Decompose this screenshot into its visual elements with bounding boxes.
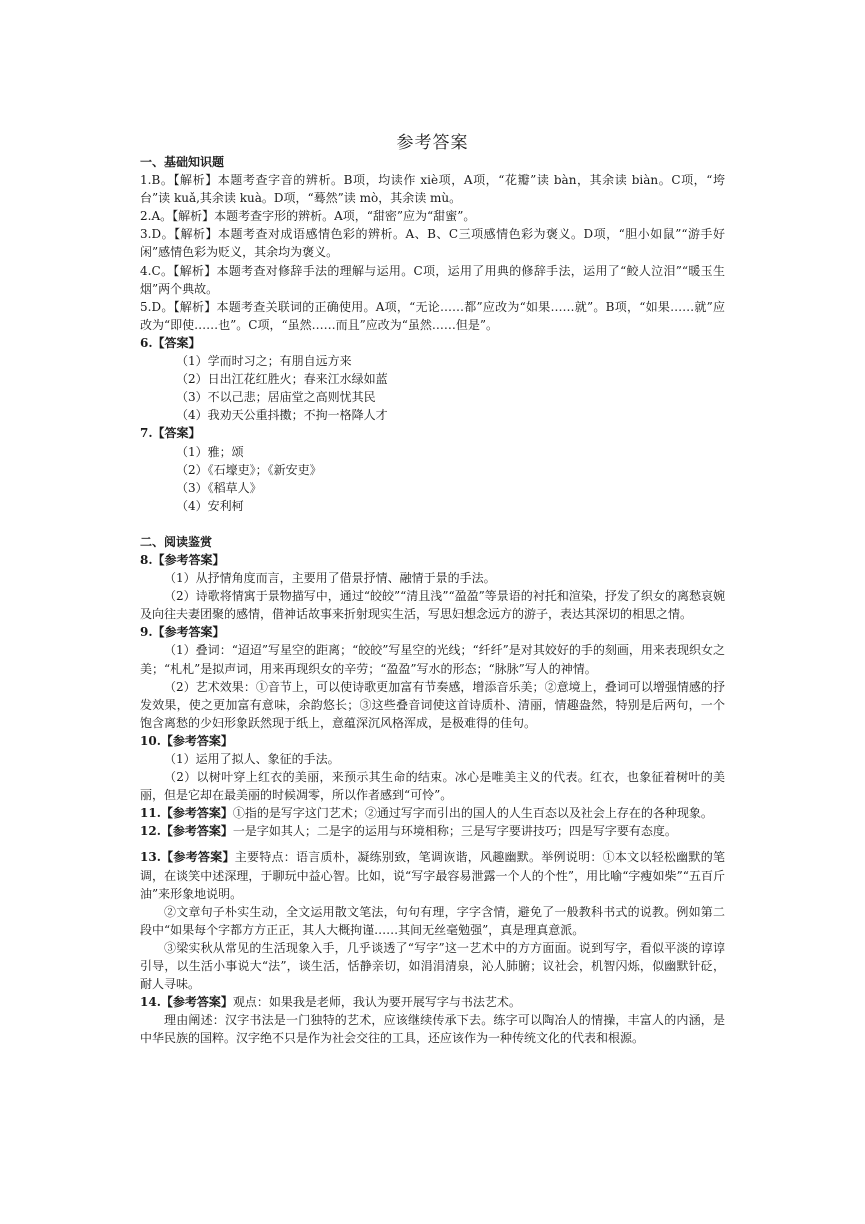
section-heading-reading: 二、阅读鉴赏 <box>140 534 213 549</box>
section-heading-basics: 一、基础知识题 <box>140 155 225 169</box>
answer-q6-item: （4）我劝天公重抖擞；不拘一格降人才 <box>176 408 388 423</box>
answer-q9-heading: 9.【参考答案】 <box>140 625 225 640</box>
answer-q12-label: 12.【参考答案】 <box>140 824 233 839</box>
answer-q14-label: 14.【参考答案】 <box>140 995 233 1010</box>
answer-q13-text: 主要特点：语言质朴，凝练别致，笔调诙谐，风趣幽默。举例说明：①本文以轻松幽默的笔调，在谈笑中述深理，于聊玩中益心智。比如，说“写字最容易泄露一个人的个性”，用比喻“字瘦如柴”“五百斤油”来形象地说明。 <box>140 850 725 901</box>
answer-q10-paragraph: （1）运用了拟人、象征的手法。 <box>164 752 340 766</box>
answer-q14-text: 观点：如果我是老师，我认为要开展写字与书法艺术。 <box>232 995 521 1010</box>
answer-q14-paragraph: 理由阐述：汉字书法是一门独特的艺术，应该继续传承下去。练字可以陶冶人的情操，丰富人的内涵，是中华民族的国粹。汉字绝不只是作为社会交往的工具，还应该作为一种传统文化的代表和根源。 <box>140 1013 725 1046</box>
answer-q6-item: （1）学而时习之；有朋自远方来 <box>176 354 352 369</box>
answer-q12-text: 一是字如其人；二是字的运用与环境相称；三是写字要讲技巧；四是写字要有态度。 <box>232 824 677 839</box>
answer-q11-text: ①指的是写字这门艺术；②通过写字而引出的国人的人生百态以及社会上存在的各种现象。 <box>232 806 713 821</box>
answer-q14 <box>140 993 725 1011</box>
answer-q6-item: （2）日出江花红胜火；春来江水绿如蓝 <box>176 372 388 387</box>
answer-q10-paragraph: （2）以树叶穿上红衣的美丽，来预示其生命的结束。冰心是唯美主义的代表。红衣，也象征着树叶的美丽，但是它却在最美丽的时候凋零，所以作者感到“可怜”。 <box>140 770 725 803</box>
answer-q13-paragraph: ③梁实秋从常见的生活现象入手，几乎谈透了“写字”这一艺术中的方方面面。说到写字，看似平淡的谆谆引导，以生活小事说大“法”，谈生活，恬静亲切，如涓涓清泉，沁人肺腑；议社会，机智闪烁，似幽默针砭，耐人寻味。 <box>140 940 725 992</box>
answer-q7-item: （1）雅；颂 <box>176 444 244 459</box>
answer-q11-label: 11.【参考答案】 <box>140 806 233 821</box>
answer-q13 <box>140 848 725 902</box>
answer-q8-heading: 8.【参考答案】 <box>140 552 225 567</box>
answer-q10-heading: 10.【参考答案】 <box>140 733 233 748</box>
answer-q5: 5.D。【解析】本题考查关联词的正确使用。A项，“无论……都”应改为“如果……就”。B项，“如果……就”应改为“即使……也”。C项，“虽然……而且”应改为“虽然……但是”。 <box>140 299 725 332</box>
answer-q4: 4.C。【解析】本题考查对修辞手法的理解与运用。C项，运用了用典的修辞手法，运用了“鲛人泣泪”“暖玉生烟”两个典故。 <box>140 263 725 296</box>
answer-q13-paragraph: ②文章句子朴实生动，全文运用散文笔法，句句有理，字字含情，避免了一般教科书式的说教。例如第二段中“如果每个字都方方正正，其人大概拘谨……其间无丝毫勉强”，真是理真意派。 <box>140 904 725 937</box>
answer-q12 <box>140 822 725 840</box>
answer-q2: 2.A。【解析】本题考查字形的辨析。A项，“甜密”应为“甜蜜”。 <box>140 209 476 224</box>
answer-q8-paragraph: （2）诗歌将情寓于景物描写中，通过“皎皎”“清且浅”“盈盈”等景语的衬托和渲染，抒发了织女的离愁哀婉及向往夫妻团聚的感情，借神话故事来折射现实生活，写思妇想念远方的游子，表达其深切的相思之情。 <box>140 589 725 622</box>
answer-q13-label: 13.【参考答案】 <box>140 850 235 865</box>
answer-q6-item: （3）不以己悲；居庙堂之高则忧其民 <box>176 390 376 405</box>
answer-q11 <box>140 804 725 822</box>
answer-q9-paragraph: （1）叠词：“迢迢”写星空的距离；“皎皎”写星空的光线；“纤纤”是对其姣好的手的刻画，用来表现织女之美；“札札”是拟声词，用来再现织女的辛劳；“盈盈”写水的形态；“脉脉”写人的神情。 <box>140 643 725 676</box>
answer-q6-heading: 6.【答案】 <box>140 335 201 350</box>
answer-q9-paragraph: （2）艺术效果：①音节上，可以使诗歌更加富有节奏感，增添音乐美；②意境上，叠词可以增强情感的抒发效果，使之更加富有意味，余韵悠长；③这些叠音词使这首诗质朴、清丽，情趣盎然，特别是后两句，一个饱含离愁的少妇形象跃然现于纸上，意蕴深沉风格浑成，是极难得的佳句。 <box>140 679 725 730</box>
answer-q7-item: （3）《稻草人》 <box>176 480 262 495</box>
answer-q1: 1.B。【解析】本题考查字音的辨析。B项，均读作 xiè项，A项，“花瓣”读 bàn，其余读 biàn。C项，“垮台”读 kuǎ,其余读 kuà。D项，“蓦然”读 mò，其余读 mù。 <box>140 173 725 206</box>
answer-q7-item: （2）《石壕吏》；《新安吏》 <box>176 462 322 477</box>
answer-q7-heading: 7.【答案】 <box>140 426 201 441</box>
answer-q3: 3.D。【解析】本题考查对成语感情色彩的辨析。A、B、C三项感情色彩为褒义。D项，“胆小如鼠”“游手好闲”感情色彩为贬义，其余均为褒义。 <box>140 227 725 260</box>
page-title: 参考答案 <box>396 133 469 153</box>
answer-q7-item: （4）安利柯 <box>176 498 244 513</box>
answer-q8-paragraph: （1）从抒情角度而言，主要用了借景抒情、融情于景的手法。 <box>164 571 496 586</box>
answer-content <box>140 153 725 1048</box>
